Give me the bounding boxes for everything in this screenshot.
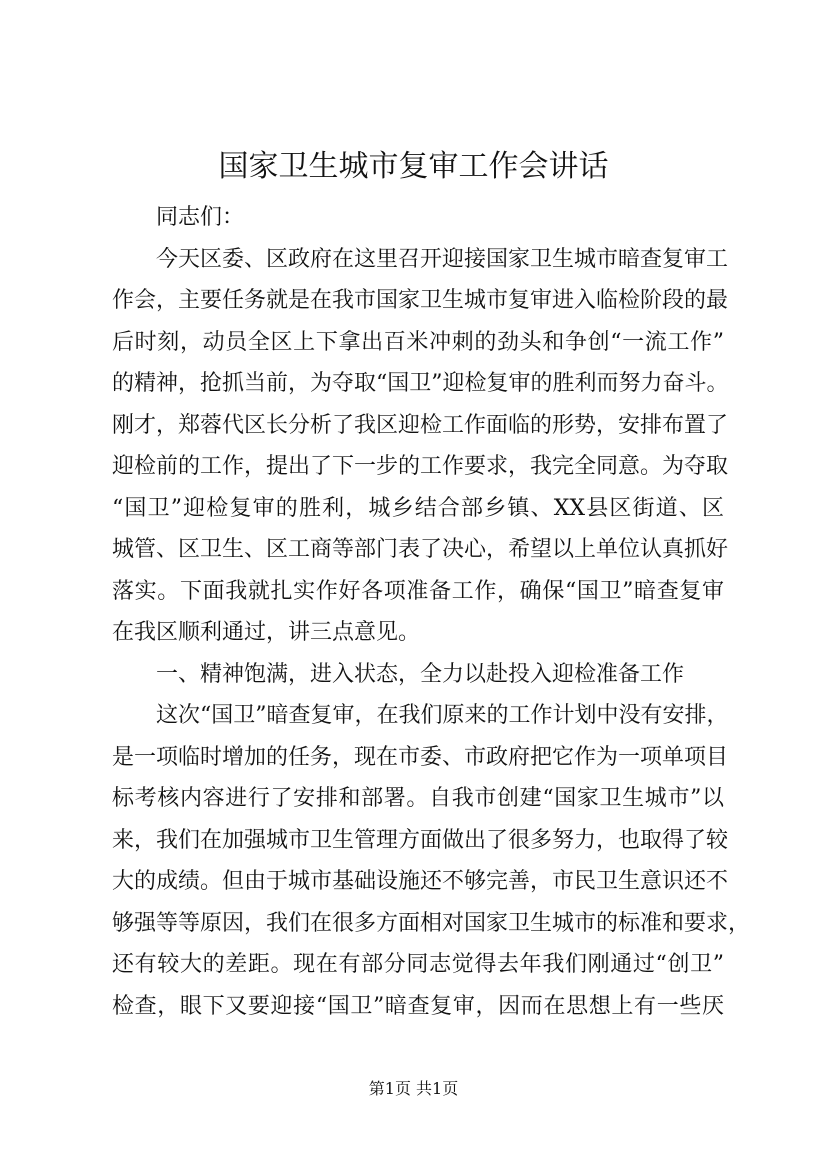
page-footer: 第1页 共1页	[368, 1079, 459, 1098]
paragraph-line: 还有较大的差距。现在有部分同志觉得去年我们刚通过“创卫”	[112, 952, 724, 977]
paragraph-line: 作会，主要任务就是在我市国家卫生城市复审进入临检阶段的最	[112, 288, 729, 313]
paragraph-line: 刚才，郑蓉代区长分析了我区迎检工作面临的形势，安排布置了	[112, 412, 729, 438]
section-heading: 一、精神饱满，进入状态，全力以赴投入迎检准备工作	[156, 661, 685, 687]
paragraph-line: “国卫”迎检复审的胜利，城乡结合部乡镇、XX县区街道、区	[112, 495, 724, 521]
paragraph-line: 的精神，抢抓当前，为夺取“国卫”迎检复审的胜利而努力奋斗。	[112, 371, 729, 396]
paragraph-line: 落实。下面我就扎实作好各项准备工作，确保“国卫”暗查复审	[112, 578, 724, 604]
paragraph-line: 迎检前的工作，提出了下一步的工作要求，我完全同意。为夺取	[112, 454, 729, 479]
document-body	[112, 197, 751, 1027]
salutation-line: 同志们：	[156, 205, 245, 230]
paragraph-line: 城管、区卫生、区工商等部门表了决心，希望以上单位认真抓好	[112, 537, 729, 562]
paragraph-line: 在我区顺利通过，讲三点意见。	[112, 620, 421, 645]
paragraph-line: 今天区委、区政府在这里召开迎接国家卫生城市暗查复审工	[156, 246, 729, 272]
paragraph-line: 后时刻，动员全区上下拿出百米冲刺的劲头和争创“一流工作”	[112, 329, 724, 355]
paragraph-line: 检查，眼下又要迎接“国卫”暗查复审，因而在思想上有一些厌	[112, 993, 724, 1019]
paragraph-line: 大的成绩。但由于城市基础设施还不够完善，市民卫生意识还不	[112, 869, 729, 894]
paragraph-line: 是一项临时增加的任务，现在市委、市政府把它作为一项单项目	[112, 744, 729, 770]
document-title: 国家卫生城市复审工作会讲话	[218, 149, 609, 184]
paragraph-line: 这次“国卫”暗查复审，在我们原来的工作计划中没有安排，	[156, 703, 729, 728]
paragraph-line: 标考核内容进行了安排和部署。自我市创建“国家卫生城市”以	[112, 786, 724, 811]
paragraph-line: 够强等等原因，我们在很多方面相对国家卫生城市的标准和要求，	[112, 910, 751, 936]
paragraph-line: 来，我们在加强城市卫生管理方面做出了很多努力，也取得了较	[112, 827, 729, 853]
